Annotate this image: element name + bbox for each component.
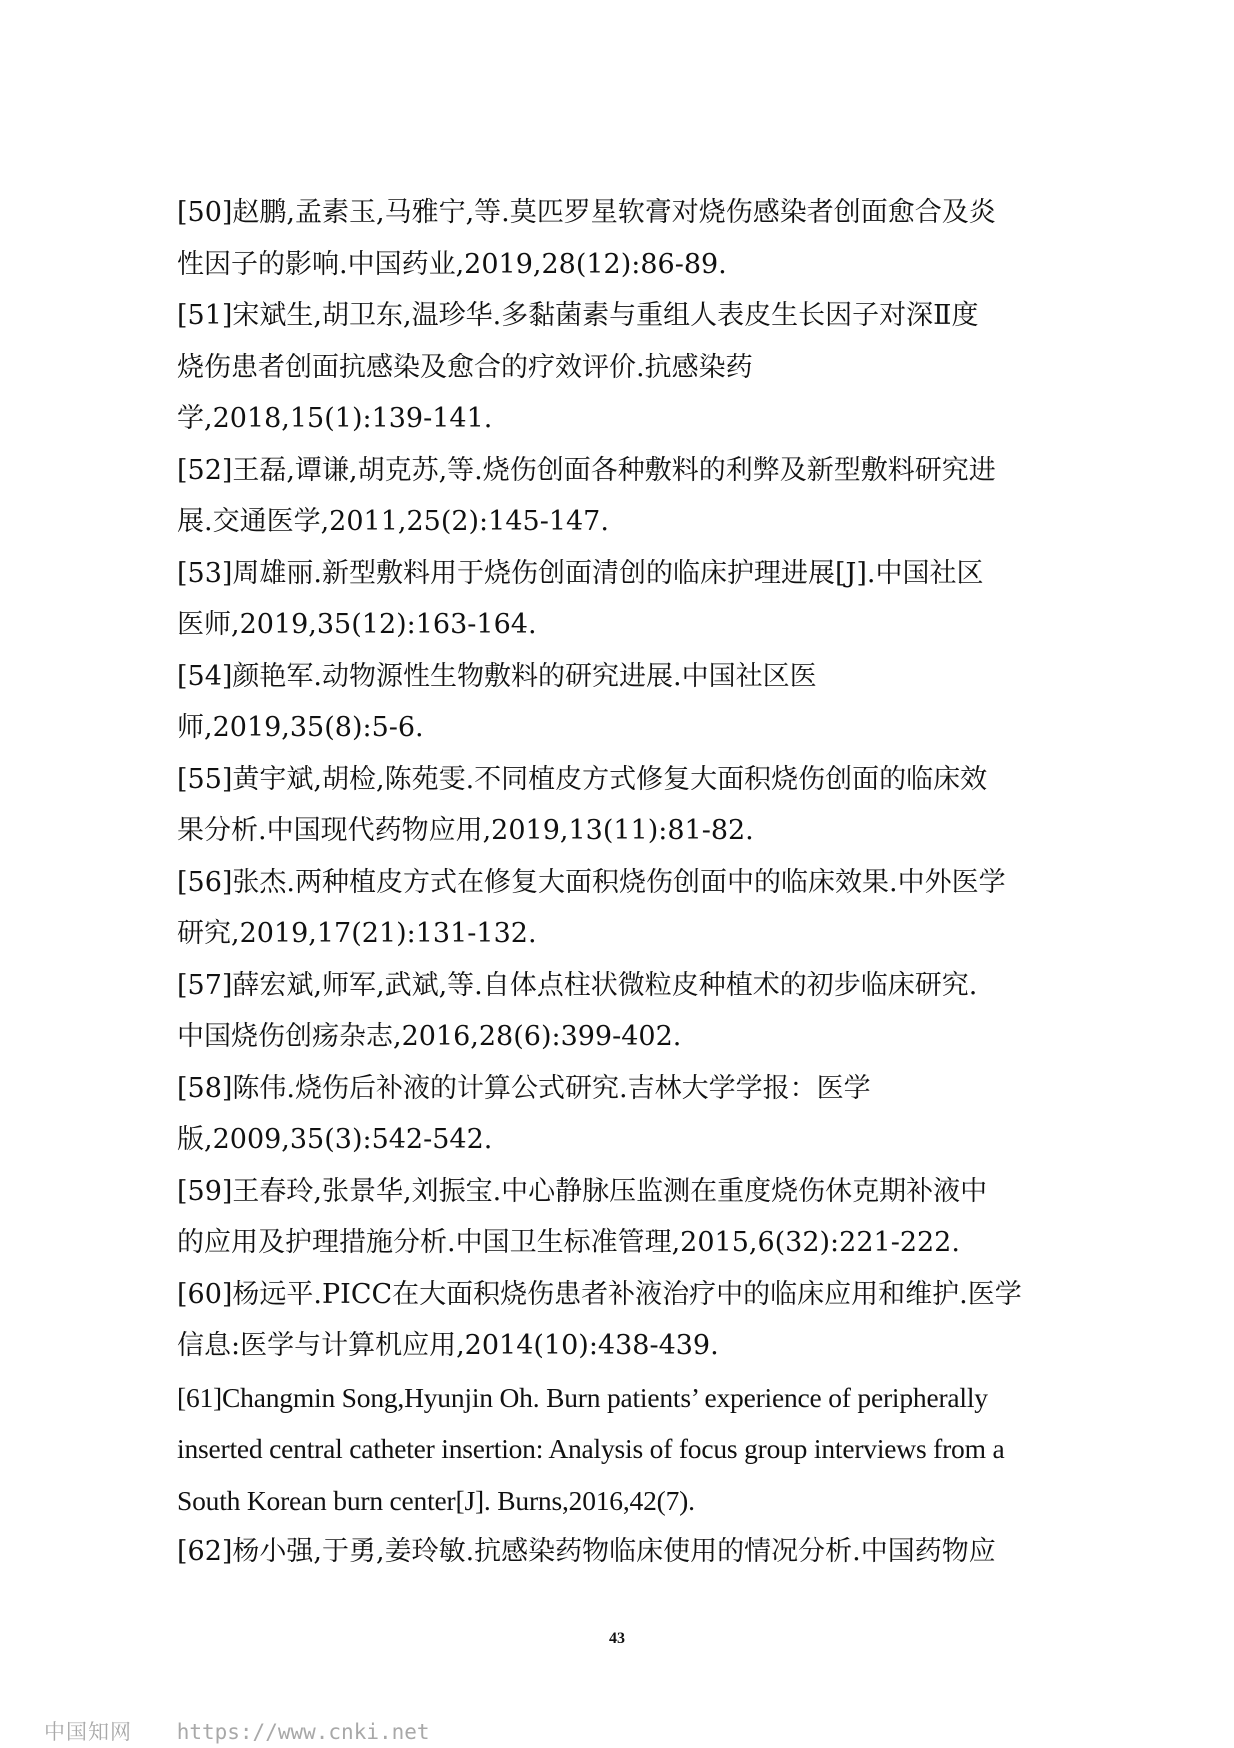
reference-line: [51]宋斌生,胡卫东,温珍华.多黏菌素与重组人表皮生长因子对深Ⅱ度 <box>177 300 979 331</box>
reference-line: 烧伤患者创面抗感染及愈合的疗效评价.抗感染药 <box>177 351 753 383</box>
page-number: 43 <box>609 1630 625 1647</box>
reference-line: 信息:医学与计算机应用,2014(10):438-439. <box>177 1330 719 1361</box>
reference-line: [50]赵鹏,孟素玉,马雅宁,等.莫匹罗星软膏对烧伤感染者创面愈合及炎 <box>177 197 996 228</box>
reference-line: [55]黄宇斌,胡检,陈苑雯.不同植皮方式修复大面积烧伤创面的临床效 <box>177 763 988 795</box>
reference-line: [52]王磊,谭谦,胡克苏,等.烧伤创面各种敷料的利弊及新型敷料研究进 <box>177 454 996 486</box>
reference-line: 版,2009,35(3):542-542. <box>177 1124 493 1155</box>
reference-line: 中国烧伤创疡杂志,2016,28(6):399-402. <box>177 1021 682 1052</box>
reference-line: 性因子的影响.中国药业,2019,28(12):86-89. <box>177 248 727 280</box>
reference-line: 果分析.中国现代药物应用,2019,13(11):81-82. <box>177 815 754 846</box>
reference-line: [54]颜艳军.动物源性生物敷料的研究进展.中国社区医 <box>177 660 817 692</box>
reference-line: 展.交通医学,2011,25(2):145-147. <box>177 506 609 537</box>
reference-list <box>177 187 1097 1578</box>
watermark-brand: 中国知网 <box>44 1720 132 1744</box>
reference-line: 医师,2019,35(12):163-164. <box>177 609 537 640</box>
reference-line: South Korean burn center[J]. Burns,2016,42(7). <box>177 1484 695 1516</box>
watermark-url: https://www.cnki.net <box>176 1720 430 1744</box>
reference-line: [61]Changmin Song,Hyunjin Oh. Burn patients’ experience of peripherally <box>177 1381 988 1413</box>
reference-line: 学,2018,15(1):139-141. <box>177 403 493 434</box>
reference-line: [62]杨小强,于勇,姜玲敏.抗感染药物临床使用的情况分析.中国药物应 <box>177 1536 996 1567</box>
reference-line: [59]王春玲,张景华,刘振宝.中心静脉压监测在重度烧伤休克期补液中 <box>177 1175 988 1207</box>
reference-line: 研究,2019,17(21):131-132. <box>177 918 537 949</box>
reference-line: [60]杨远平.PICC在大面积烧伤患者补液治疗中的临床应用和维护.医学 <box>177 1278 1022 1310</box>
watermark <box>44 1716 430 1746</box>
reference-line: [57]薛宏斌,师军,武斌,等.自体点柱状微粒皮种植术的初步临床研究. <box>177 969 978 1001</box>
reference-line: 的应用及护理措施分析.中国卫生标准管理,2015,6(32):221-222. <box>177 1227 960 1258</box>
reference-line: 师,2019,35(8):5-6. <box>177 712 424 743</box>
reference-line: inserted central catheter insertion: Analysis of focus group interviews from a <box>177 1433 1005 1464</box>
reference-line: [56]张杰.两种植皮方式在修复大面积烧伤创面中的临床效果.中外医学 <box>177 866 1006 898</box>
reference-line: [53]周雄丽.新型敷料用于烧伤创面清创的临床护理进展[J].中国社区 <box>177 557 984 589</box>
reference-line: [58]陈伟.烧伤后补液的计算公式研究.吉林大学学报：医学 <box>177 1072 871 1104</box>
